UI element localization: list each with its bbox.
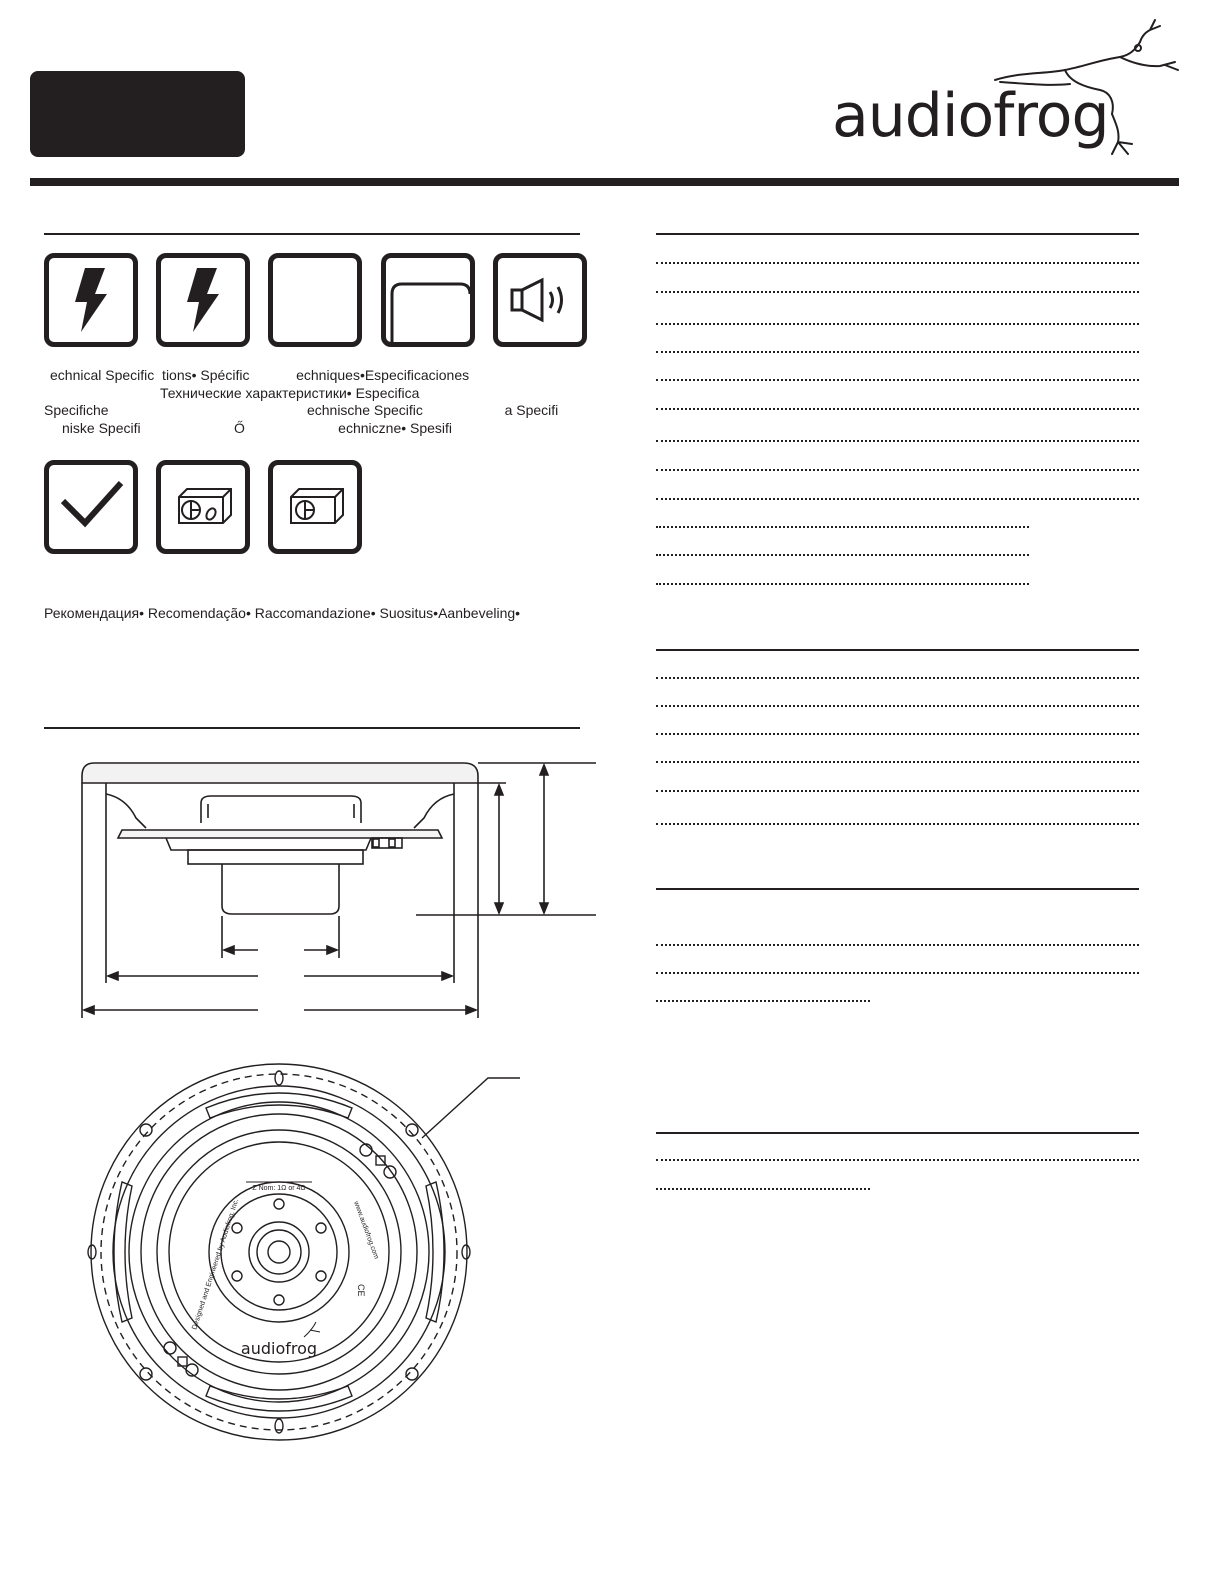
speaker-brand-label: audiofrog (240, 1339, 318, 1358)
spec-leader-line (656, 323, 1139, 325)
checkmark-icon-box (44, 460, 138, 554)
spec-leader-line (656, 408, 1139, 410)
spec-leader-line (656, 526, 1029, 528)
speaker-icon (510, 278, 572, 322)
spec-leader-line (656, 944, 1139, 946)
spec-leader-line (656, 972, 1139, 974)
section-rule (656, 888, 1139, 890)
spec-leader-line (656, 262, 1139, 264)
spec-leader-line (656, 351, 1139, 353)
woofer-side-view-drawing (76, 758, 606, 1023)
section-rule (656, 233, 1139, 235)
spec-leader-line (656, 498, 1139, 500)
spec-leader-line (656, 677, 1139, 679)
tech-spec-line: Specifiche echnische Specific a Specifi (44, 402, 559, 418)
spec-leader-line (656, 440, 1139, 442)
designed-by-label: Designed and Engineered by Audiofrog, Inc. (191, 1198, 241, 1331)
frog-logo-icon (990, 12, 1185, 162)
lightning-bolt-icon (183, 268, 223, 332)
section-rule (656, 1132, 1139, 1134)
woofer-front-view-drawing (76, 1062, 526, 1444)
spec-leader-line (656, 1000, 870, 1002)
spec-leader-line (656, 761, 1139, 763)
header-divider (30, 178, 1179, 186)
spec-leader-line (656, 1188, 870, 1190)
power-peak-icon-box (156, 253, 250, 347)
spec-leader-line (656, 733, 1139, 735)
checkmark-icon (61, 479, 123, 531)
blank-square-icon (268, 253, 362, 347)
tech-spec-line: niske Specifi Ő echniczne• Spesifi (62, 420, 453, 436)
spec-leader-line (656, 469, 1139, 471)
tech-spec-line: Технические характеристики• Especifica (160, 385, 420, 401)
ported-enclosure-icon (177, 487, 233, 525)
spec-leader-line (656, 1159, 1139, 1161)
power-rms-icon-box (44, 253, 138, 347)
speaker-icon-box (493, 253, 587, 347)
ported-enclosure-icon-box (156, 460, 250, 554)
frog-logo-icon (304, 1322, 320, 1337)
spec-leader-line (656, 583, 1029, 585)
model-name-box (30, 71, 245, 157)
spec-leader-line (656, 823, 1139, 825)
lightning-bolt-icon (71, 268, 111, 332)
section-rule (44, 233, 580, 235)
sealed-enclosure-icon (289, 487, 345, 525)
tech-spec-line: echnical Specific tions• Spécific echniques•Especificaciones (50, 367, 470, 383)
tab-shape-icon (381, 253, 475, 347)
website-label: www.audiofrog.com (352, 1200, 380, 1261)
spec-leader-line (656, 291, 1139, 293)
impedance-label: Z Nom: 1Ω or 4Ω (252, 1185, 306, 1192)
spec-leader-line (656, 379, 1139, 381)
section-rule (44, 727, 580, 729)
tab-shape-icon-drawing (386, 258, 470, 342)
ce-mark: CE (356, 1284, 366, 1297)
sealed-enclosure-icon-box (268, 460, 362, 554)
section-rule (656, 649, 1139, 651)
recommendation-line: Рекомендация• Recomendação• Raccomandazione• Suositus•Aanbeveling• (44, 605, 521, 621)
brand-logo-text: audiofrog (832, 81, 1109, 151)
spec-leader-line (656, 705, 1139, 707)
spec-leader-line (656, 790, 1139, 792)
spec-leader-line (656, 554, 1029, 556)
